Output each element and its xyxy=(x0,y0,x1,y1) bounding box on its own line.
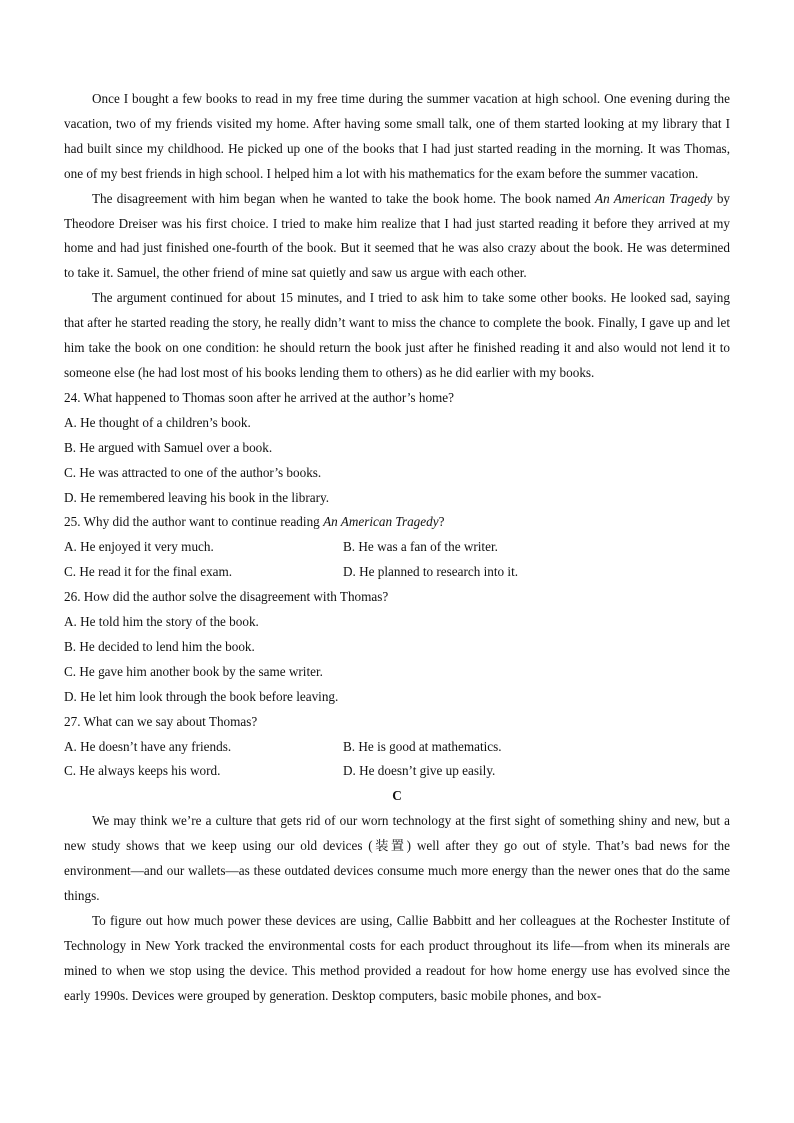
question-27-stem: 27. What can we say about Thomas? xyxy=(64,713,258,729)
question-25-option-b: B. He was a fan of the writer. xyxy=(343,539,498,555)
document-page xyxy=(64,87,730,1009)
question-26-option-c: C. He gave him another book by the same writer. xyxy=(64,663,323,679)
question-25-option-d: D. He planned to research into it. xyxy=(343,564,519,580)
passage-b-paragraph-1: Once I bought a few books to read in my free time during the summer vacation at high school. One evening during the vacation, two of my friends visited my home. After having some small talk, one of them started looking at my library that I had built since my childhood. He picked up one of the books that I had just started reading in the morning. It was Thomas, one of my best friends in high school. I helped him a lot with his mathematics for the exam before the summer vacation. xyxy=(64,91,730,181)
question-24-option-b: B. He argued with Samuel over a book. xyxy=(64,439,273,455)
question-25-options-row-1 xyxy=(64,535,730,560)
question-26-option-d: D. He let him look through the book before leaving. xyxy=(64,688,339,704)
question-27-options-row-1 xyxy=(64,735,730,760)
question-25-option-a: A. He enjoyed it very much. xyxy=(64,539,214,555)
question-27-option-a: A. He doesn’t have any friends. xyxy=(64,738,232,754)
section-c-heading: C xyxy=(392,788,402,804)
question-25-book-title: An American Tragedy xyxy=(323,514,439,530)
question-24-option-a: A. He thought of a children’s book. xyxy=(64,414,251,430)
question-24-stem: 24. What happened to Thomas soon after he arrived at the author’s home? xyxy=(64,389,455,405)
question-25-stem xyxy=(64,510,730,535)
passage-b-paragraph-2-part-1: The disagreement with him began when he wanted to take the book home. The book named xyxy=(92,190,596,206)
passage-b-paragraph-2 xyxy=(64,187,730,287)
question-26-option-a: A. He told him the story of the book. xyxy=(64,614,259,630)
passage-b-paragraph-2-part-2: by Theodore Dreiser was his first choice. I tried to make him realize that I had just started reading it before they arrived at my home and had just finished one-fourth of the book. But it seemed that he was also crazy about the book. He was determined to take it. Samuel, the other friend of mine sat quietly and saw us argue with each other. xyxy=(64,190,731,281)
passage-b-paragraph-3: The argument continued for about 15 minutes, and I tried to ask him to take some other books. He looked sad, saying that after he started reading the story, he really didn’t want to miss the chance to complete the book. Finally, I gave up and let him take the book on one condition: he should return the book just after he finished reading it and also would not lend it to someone else (he had lost most of his books lending them to others) as he did earlier with my books. xyxy=(64,290,730,380)
question-25-stem-part-1: 25. Why did the author want to continue reading xyxy=(64,514,324,530)
question-27-option-b: B. He is good at mathematics. xyxy=(343,738,502,754)
question-24-option-d: D. He remembered leaving his book in the library. xyxy=(64,489,330,505)
question-27-option-d: D. He doesn’t give up easily. xyxy=(343,763,496,779)
question-24-option-c: C. He was attracted to one of the author’s books. xyxy=(64,464,322,480)
passage-c-paragraph-2: To figure out how much power these devices are using, Callie Babbitt and her colleagues at the Rochester Institute of Technology in New York tracked the environmental costs for each product throughout its life—from when its minerals are mined to when we stop using the device. This method provided a readout for how home energy use has evolved since the early 1990s. Devices were grouped by generation. Desktop computers, basic mobile phones, and box- xyxy=(64,912,730,1003)
question-25-stem-part-2: ? xyxy=(438,514,445,530)
book-title: An American Tragedy xyxy=(595,190,713,206)
question-27-options-row-2 xyxy=(64,759,730,784)
passage-c-paragraph-1: We may think we’re a culture that gets rid of our worn technology at the first sight of something shiny and new, but a new study shows that we keep using our old devices (装置) well after they go out of style. That’s bad news for the environment—and our wallets—as these outdated devices consume much more energy than the newer ones that do the same things. xyxy=(64,813,730,903)
question-26-stem: 26. How did the author solve the disagreement with Thomas? xyxy=(64,589,389,605)
question-27-option-c: C. He always keeps his word. xyxy=(64,763,221,779)
question-25-option-c: C. He read it for the final exam. xyxy=(64,564,233,580)
question-25-options-row-2 xyxy=(64,560,730,585)
question-26-option-b: B. He decided to lend him the book. xyxy=(64,638,255,654)
